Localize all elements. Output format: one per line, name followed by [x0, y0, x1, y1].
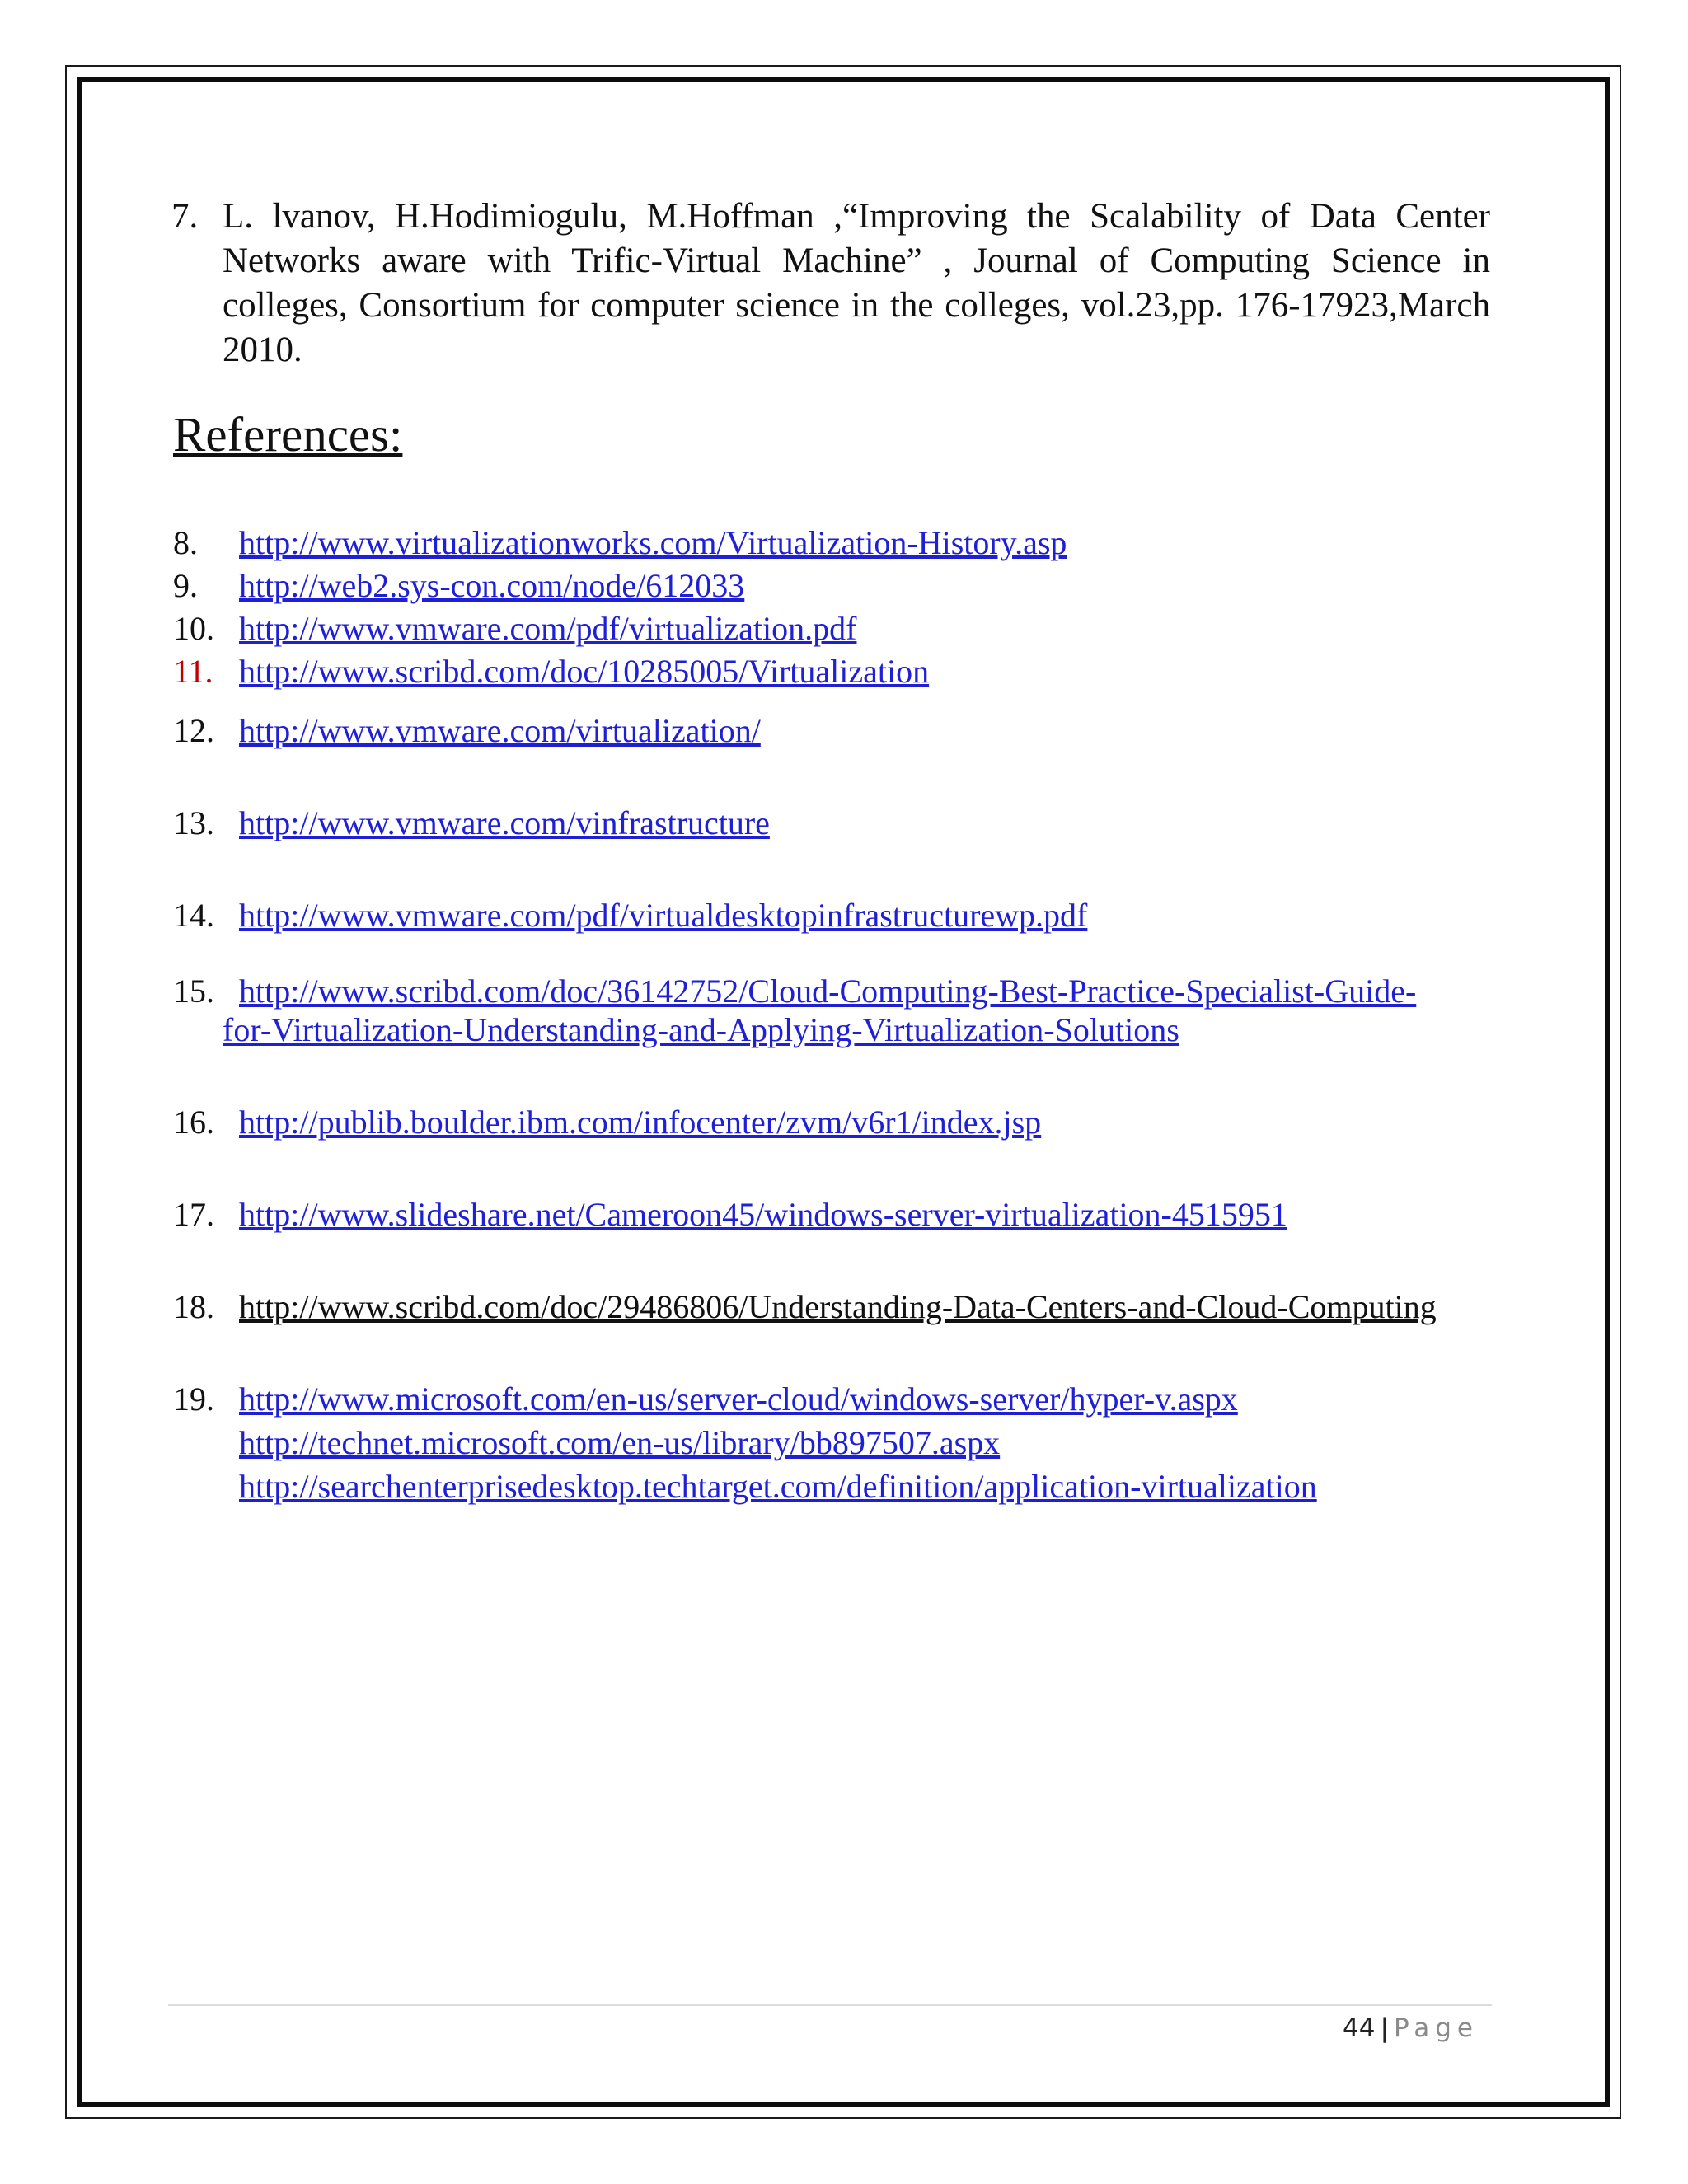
reference-number: 16.: [173, 1104, 214, 1141]
reference-11: [173, 654, 929, 690]
reference-number: 17.: [173, 1196, 214, 1233]
reference-link[interactable]: http://www.virtualizationworks.com/Virtualization-History.asp: [239, 524, 1067, 561]
reference-number: 11.: [173, 653, 213, 690]
reference-link-continuation[interactable]: for-Virtualization-Understanding-and-Applying-Virtualization-Solutions: [223, 1011, 1179, 1048]
reference-8: [173, 525, 1067, 561]
reference-link[interactable]: http://web2.sys-con.com/node/612033: [239, 567, 745, 604]
reference-link[interactable]: http://www.scribd.com/doc/10285005/Virtualization: [239, 653, 930, 690]
reference-number: 19.: [173, 1380, 214, 1418]
reference-19-extra-2: [239, 1469, 1317, 1505]
reference-link[interactable]: http://www.scribd.com/doc/29486806/Understanding-Data-Centers-and-Cloud-Computing: [239, 1288, 1437, 1325]
footer-divider: [168, 2004, 1492, 2006]
reference-14: [173, 898, 1087, 934]
reference-number: 15.: [173, 972, 214, 1010]
reference-10: [173, 611, 856, 647]
reference-link[interactable]: http://publib.boulder.ibm.com/infocenter/zvm/v6r1/index.jsp: [239, 1104, 1042, 1141]
footer-separator: |: [1380, 2013, 1389, 2043]
reference-link[interactable]: http://www.slideshare.net/Cameroon45/windows-server-virtualization-4515951: [239, 1196, 1287, 1233]
page-label: Page: [1393, 2013, 1479, 2043]
reference-link[interactable]: http://www.scribd.com/doc/36142752/Cloud-Computing-Best-Practice-Specialist-Guide-: [239, 972, 1417, 1010]
reference-17: [173, 1197, 1287, 1233]
reference-number: 13.: [173, 804, 214, 841]
reference-number: 8.: [173, 524, 198, 561]
reference-number: 18.: [173, 1288, 214, 1325]
reference-16: [173, 1104, 1041, 1141]
reference-7: [171, 194, 1490, 373]
reference-number: 12.: [173, 712, 214, 749]
page-number: 44: [1343, 2013, 1376, 2043]
references-heading: References:: [173, 407, 403, 462]
reference-link[interactable]: http://www.vmware.com/virtualization/: [239, 712, 761, 749]
reference-9: [173, 568, 744, 604]
reference-link[interactable]: http://www.vmware.com/pdf/virtualdesktopinfrastructurewp.pdf: [239, 897, 1088, 934]
reference-15-continuation: [223, 1012, 1179, 1048]
reference-link-extra[interactable]: http://technet.microsoft.com/en-us/library/bb897507.aspx: [239, 1424, 1001, 1461]
reference-18: [173, 1289, 1437, 1325]
reference-number: 9.: [173, 567, 198, 604]
reference-number: 14.: [173, 897, 214, 934]
reference-19: [173, 1381, 1238, 1418]
page-border-inner: [77, 77, 1610, 2107]
reference-7-text: L. lvanov, H.Hodimiogulu, M.Hoffman ,“Improving the Scalability of Data Center Networks aware with Trific-Virtual Machine” , Journal of Computing Science in colleges, Consortium for computer science in the colleges, vol.23,pp. 176-17923,March 2010.: [223, 197, 1490, 369]
reference-link-extra[interactable]: http://searchenterprisedesktop.techtarget.com/definition/application-virtualization: [239, 1468, 1317, 1505]
page-footer: [1343, 2012, 1479, 2045]
reference-12: [173, 713, 761, 749]
reference-13: [173, 805, 770, 841]
reference-19-extra-1: [239, 1425, 1000, 1461]
reference-link[interactable]: http://www.microsoft.com/en-us/server-cloud/windows-server/hyper-v.aspx: [239, 1380, 1238, 1418]
reference-15: [173, 973, 1416, 1010]
reference-7-number: 7.: [171, 197, 199, 236]
reference-link[interactable]: http://www.vmware.com/pdf/virtualization.pdf: [239, 610, 857, 647]
reference-number: 10.: [173, 610, 214, 647]
reference-link[interactable]: http://www.vmware.com/vinfrastructure: [239, 804, 770, 841]
